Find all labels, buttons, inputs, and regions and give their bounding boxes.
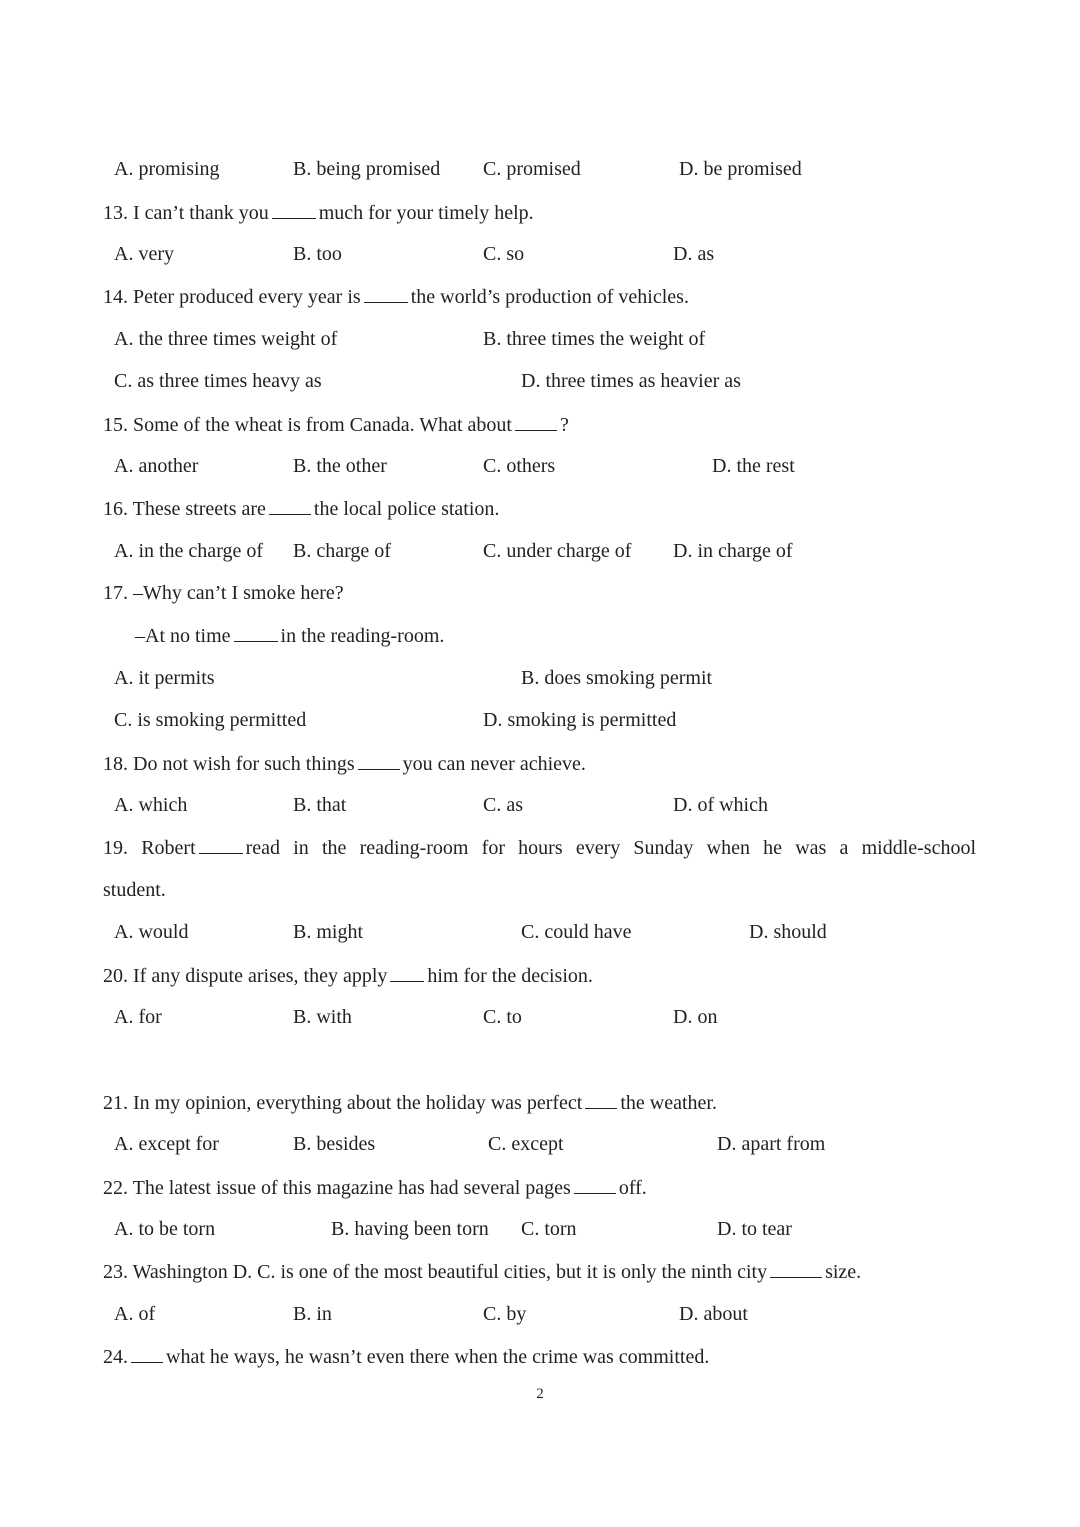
q21-option-b: B. besides [293, 1133, 376, 1155]
q22-option-c: C. torn [521, 1218, 577, 1240]
q15-stem: 15. Some of the wheat is from Canada. What about ? [103, 414, 569, 436]
q22-option-b: B. having been torn [331, 1218, 489, 1240]
q20-stem: 20. If any dispute arises, they apply him for the decision. [103, 965, 593, 987]
answer-blank [585, 1090, 617, 1109]
q21-stem: 21. In my opinion, everything about the holiday was perfect the weather. [103, 1092, 717, 1114]
answer-blank [364, 284, 408, 303]
q20-option-b: B. with [293, 1006, 352, 1028]
q21-option-d: D. apart from [717, 1133, 826, 1155]
q16-option-b: B. charge of [293, 540, 391, 562]
q23-option-b: B. in [293, 1303, 332, 1325]
q12-option-d: D. be promised [679, 158, 802, 180]
q23-option-c: C. by [483, 1303, 527, 1325]
answer-blank [272, 200, 316, 219]
q15-option-b: B. the other [293, 455, 387, 477]
q21-option-c: C. except [488, 1133, 564, 1155]
answer-blank [574, 1175, 616, 1194]
q23-option-d: D. about [679, 1303, 748, 1325]
q22-option-d: D. to tear [717, 1218, 792, 1240]
answer-blank [234, 623, 278, 642]
q18-stem: 18. Do not wish for such things you can never achieve. [103, 753, 586, 775]
answer-blank [770, 1259, 822, 1278]
q19-stem: 19. Robert read in the reading-room for hours every Sunday when he was a middle-school [103, 837, 977, 859]
q14-option-a: A. the three times weight of [114, 328, 338, 350]
q17-option-c: C. is smoking permitted [114, 709, 307, 731]
q13-option-b: B. too [293, 243, 342, 265]
q12-option-a: A. promising [114, 158, 220, 180]
q19-option-a: A. would [114, 921, 189, 943]
q14-option-d: D. three times as heavier as [521, 370, 741, 392]
q16-option-d: D. in charge of [673, 540, 793, 562]
q15-option-c: C. others [483, 455, 556, 477]
q14-stem: 14. Peter produced every year is the world’s production of vehicles. [103, 286, 689, 308]
answer-blank [358, 751, 400, 770]
q17-option-a: A. it permits [114, 667, 215, 689]
q17-stem: 17. –Why can’t I smoke here? [103, 582, 344, 604]
q18-option-b: B. that [293, 794, 347, 816]
q16-option-c: C. under charge of [483, 540, 632, 562]
q15-option-d: D. the rest [712, 455, 795, 477]
q22-option-a: A. to be torn [114, 1218, 216, 1240]
q20-option-a: A. for [114, 1006, 162, 1028]
answer-blank [390, 963, 424, 982]
q14-option-b: B. three times the weight of [483, 328, 706, 350]
q19-option-c: C. could have [521, 921, 632, 943]
q18-option-d: D. of which [673, 794, 768, 816]
q16-stem: 16. These streets are the local police station. [103, 498, 500, 520]
q19-option-b: B. might [293, 921, 364, 943]
q23-option-a: A. of [114, 1303, 156, 1325]
answer-blank [515, 412, 557, 431]
q13-option-a: A. very [114, 243, 174, 265]
q21-option-a: A. except for [114, 1133, 219, 1155]
q20-option-c: C. to [483, 1006, 522, 1028]
answer-blank [131, 1344, 163, 1363]
q20-option-d: D. on [673, 1006, 718, 1028]
q23-stem: 23. Washington D. C. is one of the most beautiful cities, but it is only the ninth city size. [103, 1261, 862, 1283]
q16-option-a: A. in the charge of [114, 540, 264, 562]
q14-option-c: C. as three times heavy as [114, 370, 322, 392]
q13-option-d: D. as [673, 243, 715, 265]
q22-stem: 22. The latest issue of this magazine has had several pages off. [103, 1177, 647, 1199]
q19-option-d: D. should [749, 921, 827, 943]
q24-stem: 24. what he ways, he wasn’t even there when the crime was committed. [103, 1346, 710, 1368]
q13-option-c: C. so [483, 243, 525, 265]
page-number: 2 [536, 1386, 544, 1402]
answer-blank [269, 496, 311, 515]
q18-option-c: C. as [483, 794, 523, 816]
q17-stem-reply: –At no time in the reading-room. [135, 625, 445, 647]
q17-option-b: B. does smoking permit [521, 667, 713, 689]
answer-blank [199, 835, 243, 854]
q18-option-a: A. which [114, 794, 188, 816]
q12-option-b: B. being promised [293, 158, 441, 180]
q15-option-a: A. another [114, 455, 199, 477]
q13-stem: 13. I can’t thank you much for your timely help. [103, 202, 534, 224]
q12-option-c: C. promised [483, 158, 581, 180]
q17-option-d: D. smoking is permitted [483, 709, 677, 731]
q19-stem-continued: student. [103, 879, 166, 901]
